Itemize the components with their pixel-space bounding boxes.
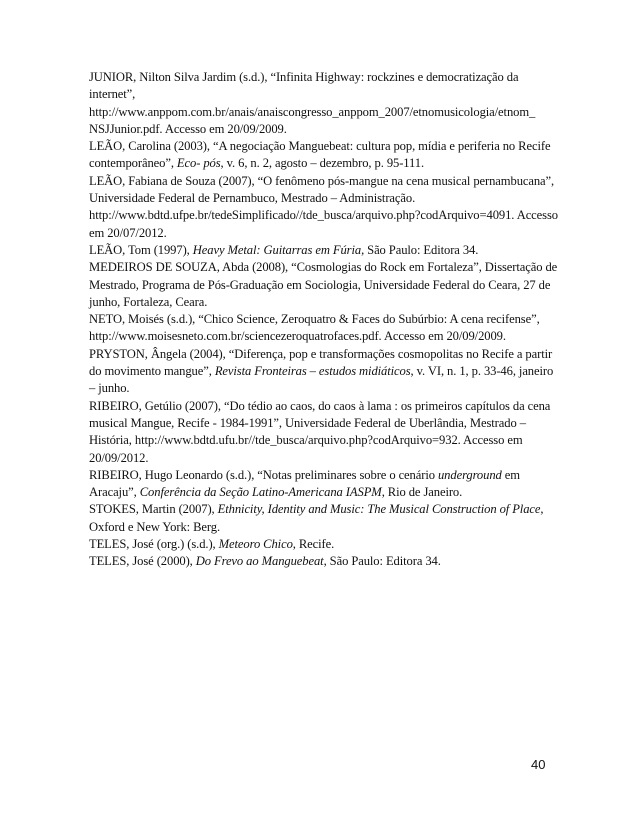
reference-text: RIBEIRO, Hugo Leonardo (s.d.), “Notas preliminares sobre o cenário xyxy=(89,467,438,482)
reference-entry xyxy=(89,467,559,502)
reference-entry xyxy=(89,553,559,570)
reference-entry xyxy=(89,138,559,173)
reference-text: , v. 6, n. 2, agosto – dezembro, p. 95-111. xyxy=(220,156,425,171)
reference-text: , Oxford e New York: Berg. xyxy=(89,502,544,534)
reference-entry xyxy=(89,69,559,138)
reference-entry xyxy=(89,173,559,242)
reference-entry xyxy=(89,501,559,536)
reference-text: , v. VI, n. 1, p. 33-46, janeiro – junho. xyxy=(89,364,554,396)
reference-entry xyxy=(89,536,559,553)
reference-text: TELES, José (org.) (s.d.), xyxy=(89,537,219,552)
reference-title: Eco- pós xyxy=(176,156,221,171)
reference-text: , São Paulo: Editora 34. xyxy=(361,242,479,257)
reference-text: em Aracaju”, xyxy=(89,467,520,500)
reference-title: Do Frevo ao Manguebeat xyxy=(195,554,324,569)
page-number: 40 xyxy=(531,757,546,772)
reference-text: , Recife. xyxy=(292,537,335,552)
reference-list xyxy=(89,69,559,571)
reference-text: PRYSTON, Ângela (2004), “Diferença, pop e transformações cosmopolitas no Recife a partir do movimento mangue”, xyxy=(89,346,553,379)
reference-title: Revista Fronteiras – estudos midiáticos xyxy=(214,364,411,379)
reference-text: NETO, Moisés (s.d.), “Chico Science, Zeroquatro & Faces do Subúrbio: A cena recifense”, http://www.moisesneto.com.br/sciencezeroquatrofaces.pdf. Accesso em 20/09/2009. xyxy=(89,312,540,344)
reference-entry xyxy=(89,398,559,467)
reference-title: underground xyxy=(437,467,502,482)
reference-text: MEDEIROS DE SOUZA, Abda (2008), “Cosmologias do Rock em Fortaleza”, Dissertação de Mestrado, Programa de Pós-Graduação em Sociologia, Universidade Federal do Ceara, 27 de junho, Fortaleza, Ceara. xyxy=(89,260,558,309)
reference-entry xyxy=(89,242,559,259)
reference-text: LEÃO, Fabiana de Souza (2007), “O fenômeno pós-mangue na cena musical pernambucana”, Universidade Federal de Pernambuco, Mestrado – Administração. http://www.bdtd.ufpe.br/tedeSimplificado//tde_busca/arquivo.php?codArquivo=4091. Accesso em 20/07/2012. xyxy=(89,173,558,240)
reference-text: , Rio de Janeiro. xyxy=(381,485,463,500)
reference-entry xyxy=(89,311,559,346)
reference-text: LEÃO, Carolina (2003), “A negociação Manguebeat: cultura pop, mídia e periferia no Recife contemporâneo”, xyxy=(89,139,551,171)
reference-entry xyxy=(89,259,559,311)
reference-text: STOKES, Martin (2007), xyxy=(89,502,218,517)
reference-text: LEÃO, Tom (1997), xyxy=(89,242,193,257)
reference-title: Heavy Metal: Guitarras em Fúria xyxy=(192,242,362,257)
reference-text: JUNIOR, Nilton Silva Jardim (s.d.), “Infinita Highway: rockzines e democratização da internet”, http://www.anppom.com.br/anais/anaiscongresso_anppom_2007/etnomusicologia/etnom_ NSJJunior.pdf. Accesso em 20/09/2009. xyxy=(89,70,536,136)
reference-title: Ethnicity, Identity and Music: The Musical Construction of Place xyxy=(217,502,541,517)
reference-entry xyxy=(89,346,559,398)
reference-text: , São Paulo: Editora 34. xyxy=(323,554,441,569)
reference-title: Conferência da Seção Latino-Americana IASPM xyxy=(139,485,382,500)
reference-title: Meteoro Chico xyxy=(218,537,293,552)
reference-text: TELES, José (2000), xyxy=(89,554,196,569)
reference-text: RIBEIRO, Getúlio (2007), “Do tédio ao caos, do caos à lama : os primeiros capítulos da cena musical Mangue, Recife - 1984-1991”, Universidade Federal de Uberlândia, Mestrado – História, http://www.bdtd.ufu.br//tde_busca/arquivo.php?codArquivo=932. Accesso em 20/09/2012. xyxy=(89,398,551,465)
